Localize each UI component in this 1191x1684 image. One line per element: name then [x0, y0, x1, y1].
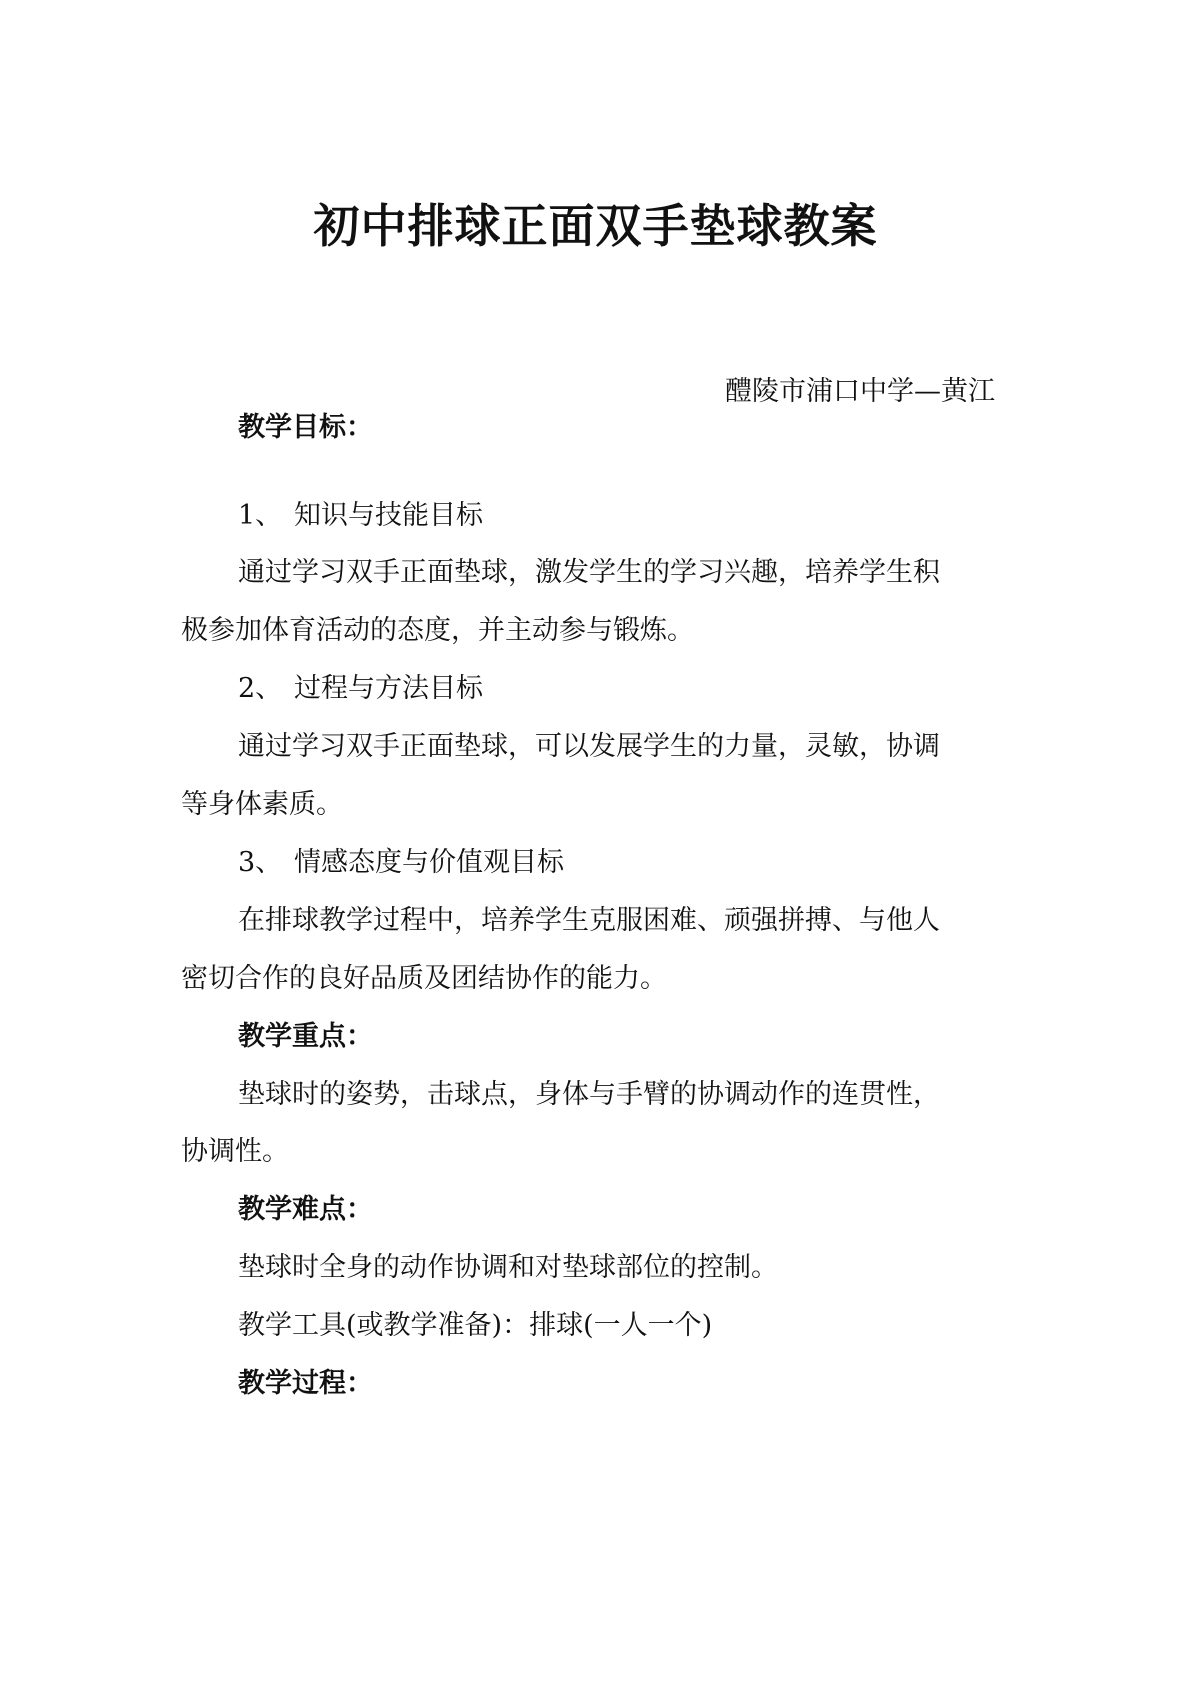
author-line: 醴陵市浦口中学—黄江 — [725, 376, 995, 407]
objective-2-text-line1: 通过学习双手正面垫球，可以发展学生的力量，灵敏，协调 — [238, 731, 940, 762]
objective-2-number: 2、 — [238, 673, 283, 704]
heading-objectives: 教学目标： — [238, 412, 373, 443]
objective-3-number: 3、 — [238, 847, 283, 878]
objective-1-text-line2: 极参加体育活动的态度，并主动参与锻炼。 — [181, 615, 694, 646]
objective-3-text-line2: 密切合作的良好品质及团结协作的能力。 — [181, 963, 667, 994]
objective-1-number: 1、 — [238, 500, 283, 531]
objective-3-title: 情感态度与价值观目标 — [294, 847, 564, 878]
heading-difficulties: 教学难点： — [238, 1194, 373, 1225]
key-points-text-line1: 垫球时的姿势，击球点，身体与手臂的协调动作的连贯性， — [238, 1079, 940, 1110]
document-title: 初中排球正面双手垫球教案 — [313, 199, 878, 253]
objective-1-text-line1: 通过学习双手正面垫球，激发学生的学习兴趣，培养学生积 — [238, 557, 940, 588]
key-points-text-line2: 协调性。 — [181, 1136, 289, 1167]
objective-2-text-line2: 等身体素质。 — [181, 789, 343, 820]
heading-process: 教学过程： — [238, 1368, 373, 1399]
heading-key-points: 教学重点： — [238, 1021, 373, 1052]
objective-2-title: 过程与方法目标 — [294, 673, 483, 704]
objective-1-title: 知识与技能目标 — [294, 500, 483, 531]
objective-3-text-line1: 在排球教学过程中，培养学生克服困难、顽强拼搏、与他人 — [238, 905, 940, 936]
tools-text: 教学工具(或教学准备)：排球(一人一个) — [238, 1310, 713, 1341]
difficulties-text: 垫球时全身的动作协调和对垫球部位的控制。 — [238, 1252, 778, 1283]
objective-1-heading — [238, 496, 483, 536]
objective-2-heading — [238, 669, 483, 709]
objective-3-heading — [238, 843, 564, 883]
